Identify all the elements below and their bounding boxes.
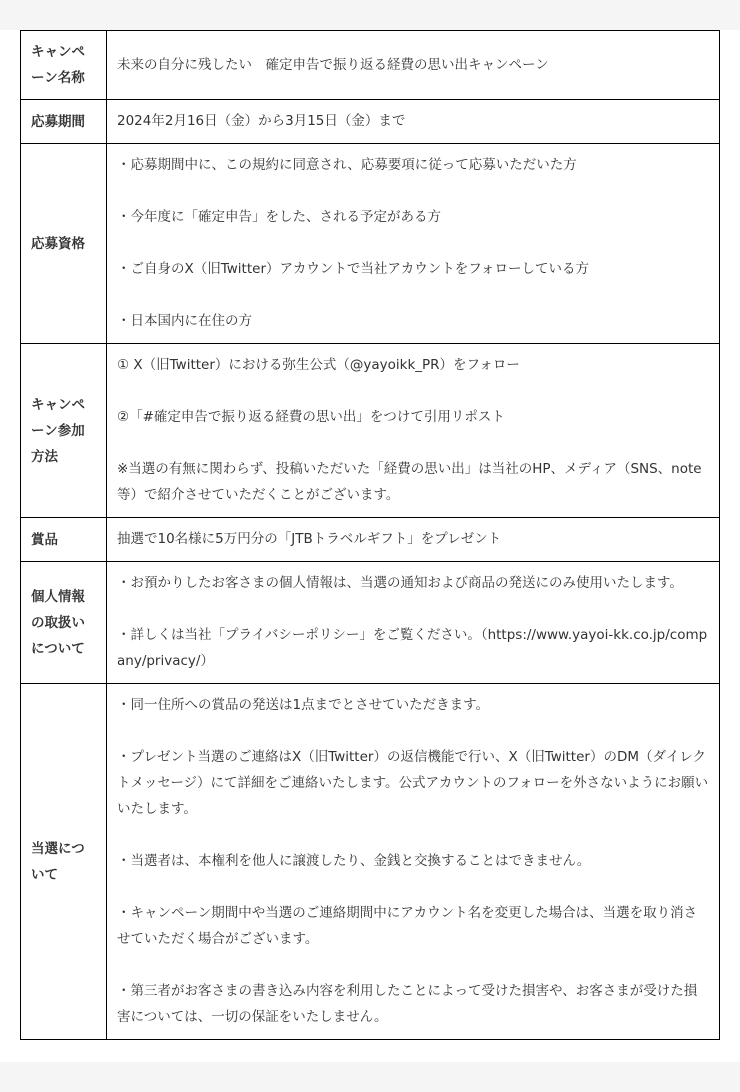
row-label: キャンペーン参加方法 bbox=[21, 344, 107, 518]
text-line: ・今年度に「確定申告」をした、される予定がある方 bbox=[117, 209, 441, 225]
text-line: ・応募期間中に、この規約に同意され、応募要項に従って応募いただいた方 bbox=[117, 157, 577, 173]
row-label: 応募期間 bbox=[21, 100, 107, 144]
text-line: 未来の自分に残したい 確定申告で振り返る経費の思い出キャンペーン bbox=[117, 56, 549, 73]
row-label: キャンペーン名称 bbox=[21, 31, 107, 100]
row-value bbox=[107, 344, 720, 518]
terms-card bbox=[0, 30, 740, 1062]
terms-table-body bbox=[21, 31, 720, 1040]
spacer-line bbox=[117, 718, 709, 744]
spacer-line bbox=[117, 378, 709, 404]
row-label: 個人情報の取扱いについて bbox=[21, 562, 107, 684]
row-value bbox=[107, 562, 720, 684]
text-line: ②「#確定申告で振り返る経費の思い出」をつけて引用リポスト bbox=[117, 409, 505, 425]
text-line: ・キャンペーン期間中や当選のご連絡期間中にアカウント名を変更した場合は、当選を取り消させていただく場合がございます。 bbox=[117, 905, 698, 947]
text-line: ※当選の有無に関わらず、投稿いただいた「経費の思い出」は当社のHP、メディア（SNS、note等）で紹介させていただくことがございます。 bbox=[117, 461, 702, 503]
row-label: 当選について bbox=[21, 684, 107, 1040]
text-line: 2024年2月16日（金）から3月15日（金）まで bbox=[117, 113, 406, 129]
row-value bbox=[107, 684, 720, 1040]
text-line: ・お預かりしたお客さまの個人情報は、当選の通知および商品の発送にのみ使用いたします。 bbox=[117, 575, 683, 591]
text-line: ・ご自身のX（旧Twitter）アカウントで当社アカウントをフォローしている方 bbox=[117, 261, 590, 277]
text-line: ・当選者は、本権利を他人に譲渡したり、金銭と交換することはできません。 bbox=[117, 853, 591, 869]
text-line: ・日本国内に在住の方 bbox=[117, 313, 252, 329]
spacer-line bbox=[117, 596, 709, 622]
text-line: 抽選で10名様に5万円分の「JTBトラベルギフト」をプレゼント bbox=[117, 531, 502, 547]
text-line: ・同一住所への賞品の発送は1点までとさせていただきます。 bbox=[117, 697, 490, 713]
row-value bbox=[107, 518, 720, 562]
entry-period-row bbox=[21, 100, 720, 144]
row-value bbox=[107, 31, 720, 100]
spacer-line bbox=[117, 952, 709, 978]
eligibility-row bbox=[21, 144, 720, 344]
campaign-terms-table bbox=[20, 30, 720, 1040]
winner-info-row bbox=[21, 684, 720, 1040]
spacer-line bbox=[117, 430, 709, 456]
text-line: ・第三者がお客さまの書き込み内容を利用したことによって受けた損害や、お客さまが受けた損害については、一切の保証をいたしません。 bbox=[117, 983, 698, 1025]
text-line: ・プレゼント当選のご連絡はX（旧Twitter）の返信機能で行い、X（旧Twitter）のDM（ダイレクトメッセージ）にて詳細をご連絡いたします。公式アカウントのフォローを外さないようにお願いいたします。 bbox=[117, 749, 709, 817]
row-value bbox=[107, 144, 720, 344]
privacy-row bbox=[21, 562, 720, 684]
participation-method-row bbox=[21, 344, 720, 518]
spacer-line bbox=[117, 282, 709, 308]
spacer-line bbox=[117, 178, 709, 204]
row-label: 賞品 bbox=[21, 518, 107, 562]
row-label: 応募資格 bbox=[21, 144, 107, 344]
spacer-line bbox=[117, 874, 709, 900]
campaign-name-row bbox=[21, 31, 720, 100]
spacer-line bbox=[117, 822, 709, 848]
text-line: ・詳しくは当社「プライバシーポリシー」をご覧ください。（https://www.yayoi-kk.co.jp/company/privacy/） bbox=[117, 627, 708, 669]
text-line: ① X（旧Twitter）における弥生公式（@yayoikk_PR）をフォロー bbox=[117, 357, 520, 373]
row-value bbox=[107, 100, 720, 144]
spacer-line bbox=[117, 230, 709, 256]
prize-row bbox=[21, 518, 720, 562]
